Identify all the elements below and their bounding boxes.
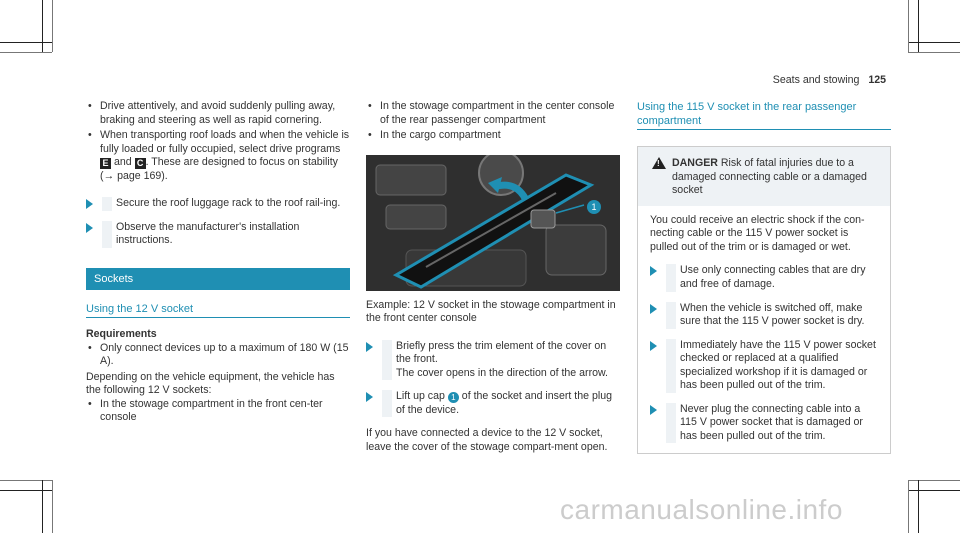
danger-notice (637, 146, 891, 454)
step-arrow-icon (650, 266, 657, 276)
instruction-step: When the vehicle is switched off, make sure that the 115 V power socket is dry. (650, 302, 878, 329)
step-arrow-icon (366, 342, 373, 352)
instruction-step: Use only connecting cables that are dry and free of damage. (650, 264, 878, 291)
crop-mark (42, 0, 43, 52)
section-name: Seats and stowing (772, 74, 860, 86)
list-item: • Drive attentively, and avoid suddenly pulling away, braking and steering as well as rapid cornering. (88, 100, 336, 126)
crop-mark (918, 0, 919, 52)
list-item: • In the cargo compartment (368, 129, 501, 142)
crop-mark (42, 480, 43, 533)
paragraph: Depending on the vehicle equipment, the vehicle has the following 12 V sockets: (86, 370, 335, 397)
column-middle (366, 100, 622, 455)
crop-mark (908, 480, 960, 481)
instruction-step: Lift up cap 1 of the socket and insert the plug of the device. (366, 390, 622, 417)
subheading: Using the 12 V socket (86, 302, 350, 318)
warning-triangle-icon (652, 157, 666, 169)
instruction-step: Never plug the connecting cable into a 115 V power socket that is damaged or has been pulled out of the trim. (650, 403, 878, 444)
instruction-step: Briefly press the trim element of the cover on the front. The cover opens in the direction of the arrow. (366, 340, 622, 381)
watermark: carmanualsonline.info (560, 494, 843, 525)
step-arrow-icon (86, 223, 93, 233)
crop-mark (52, 480, 53, 533)
running-header (773, 74, 886, 88)
crop-mark (908, 0, 909, 52)
callout-1-icon: 1 (448, 392, 459, 403)
step-arrow-icon (86, 199, 93, 209)
requirements-title: Requirements (86, 328, 157, 341)
instruction-step: Immediately have the 115 V power socket checked or replaced at a qualified specialized workshop if it is damaged or has been pulled out of the trim. (650, 339, 878, 393)
page-number: 125 (868, 74, 886, 86)
list-item: • In the stowage compartment in the center console of the rear passenger compartment (368, 100, 615, 126)
instruction-step: Secure the roof luggage rack to the roof rail-ing. (86, 197, 350, 211)
crop-mark (918, 480, 919, 533)
column-left (86, 100, 350, 427)
crop-mark (908, 52, 960, 53)
crop-mark (52, 0, 53, 52)
list-item: • When transporting roof loads and when the vehicle is fully loaded or fully occupied, select drive programs E and C . These are designed to focus on stability (→ page 169). (88, 129, 350, 182)
step-arrow-icon (650, 405, 657, 415)
crop-mark (0, 490, 52, 491)
crop-mark (908, 490, 960, 491)
crop-mark (908, 480, 909, 533)
crop-mark (0, 52, 52, 53)
paragraph: If you have connected a device to the 12 V socket, leave the cover of the stowage compart-ment open. (366, 427, 608, 454)
image-caption: Example: 12 V socket in the stowage compartment in the front center console (366, 298, 616, 325)
drive-program-c-icon: C (135, 158, 146, 169)
danger-body: You could receive an electric shock if the con-necting cable or the 115 V power socket is pulled out of the trim or is damaged or wet. (650, 213, 865, 253)
step-arrow-icon (650, 341, 657, 351)
step-arrow-icon (650, 304, 657, 314)
step-arrow-icon (366, 392, 373, 402)
column-right (637, 100, 891, 454)
socket-photo (366, 155, 620, 291)
list-item: • In the stowage compartment in the front cen-ter console (88, 397, 323, 424)
danger-text: Risk of fatal injuries due to a damaged connecting cable or a damaged socket (672, 157, 867, 197)
section-title: Sockets (86, 268, 350, 290)
callout-1-icon: 1 (587, 200, 601, 214)
socket-illustration (366, 155, 620, 291)
crop-mark (0, 480, 52, 481)
danger-label: DANGER (672, 157, 718, 170)
crop-mark (908, 42, 960, 43)
list-item: • Only connect devices up to a maximum of 180 W (15 A). (88, 341, 349, 368)
crop-mark (0, 42, 52, 43)
danger-header (638, 147, 890, 206)
subheading: Using the 115 V socket in the rear passenger compartment (637, 100, 891, 130)
instruction-step: Observe the manufacturer's installation instructions. (86, 221, 350, 248)
drive-program-e-icon: E (100, 158, 111, 169)
